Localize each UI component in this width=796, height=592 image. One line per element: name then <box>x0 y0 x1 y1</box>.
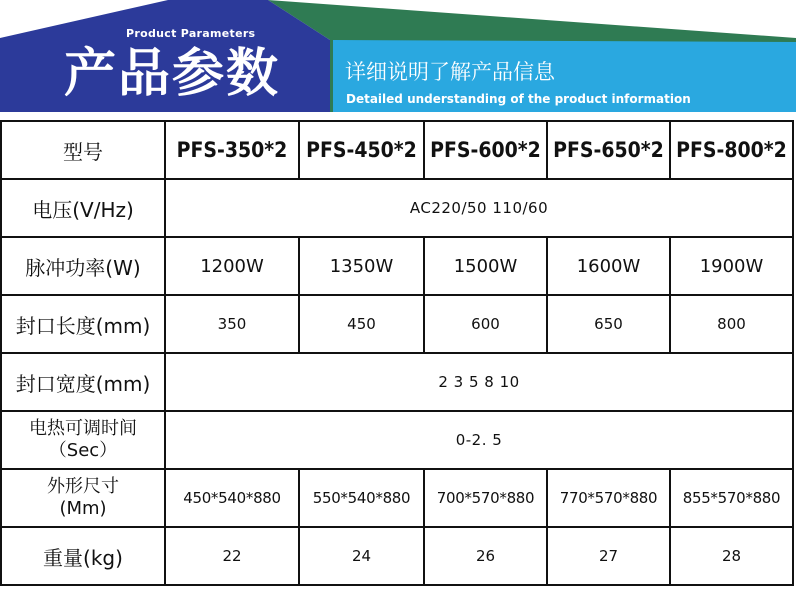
dimensions-cell: 855*570*880 <box>670 469 793 527</box>
label-dimensions <box>1 469 165 527</box>
seal-length-cell: 800 <box>670 295 793 353</box>
power-cell: 1350W <box>299 237 424 295</box>
power-cell: 1600W <box>547 237 670 295</box>
seal-length-cell: 350 <box>165 295 299 353</box>
model-cell: PFS-600*2 <box>424 121 547 179</box>
dimensions-cell: 700*570*880 <box>424 469 547 527</box>
model-cell: PFS-350*2 <box>165 121 299 179</box>
weight-cell: 22 <box>165 527 299 585</box>
dimensions-cell: 450*540*880 <box>165 469 299 527</box>
banner-big-title: 产品参数 <box>64 44 281 104</box>
label-seal-width: 封口宽度(mm) <box>1 353 165 411</box>
model-cell: PFS-450*2 <box>299 121 424 179</box>
label-heat-time-line2: （Sec） <box>48 440 118 461</box>
label-seal-length: 封口长度(mm) <box>1 295 165 353</box>
weight-cell: 27 <box>547 527 670 585</box>
label-heat-time <box>1 411 165 469</box>
seal-length-cell: 600 <box>424 295 547 353</box>
heat-time-value: 0-2. 5 <box>165 411 793 469</box>
spec-table <box>0 120 794 586</box>
label-weight: 重量(kg) <box>1 527 165 585</box>
power-cell: 1200W <box>165 237 299 295</box>
banner-subtitle-en: Detailed understanding of the product information <box>346 92 691 106</box>
table-row-weight <box>1 527 793 585</box>
weight-cell: 24 <box>299 527 424 585</box>
label-power: 脉冲功率(W) <box>1 237 165 295</box>
table-row-seal-length <box>1 295 793 353</box>
header-banner <box>0 0 796 112</box>
seal-width-value: 2 3 5 8 10 <box>165 353 793 411</box>
table-row-model <box>1 121 793 179</box>
dimensions-cell: 550*540*880 <box>299 469 424 527</box>
weight-cell: 28 <box>670 527 793 585</box>
model-cell: PFS-650*2 <box>547 121 670 179</box>
model-cell: PFS-800*2 <box>670 121 793 179</box>
voltage-value: AC220/50 110/60 <box>165 179 793 237</box>
power-cell: 1900W <box>670 237 793 295</box>
table-row-heat-time <box>1 411 793 469</box>
table-row-power <box>1 237 793 295</box>
banner-subtitle-cn: 详细说明了解产品信息 <box>345 60 555 84</box>
label-dimensions-line2: (Mm) <box>59 498 107 519</box>
dimensions-cell: 770*570*880 <box>547 469 670 527</box>
weight-cell: 26 <box>424 527 547 585</box>
banner-small-title: Product Parameters <box>126 27 256 40</box>
label-dimensions-line1: 外形尺寸 <box>47 476 119 497</box>
seal-length-cell: 450 <box>299 295 424 353</box>
table-row-dimensions <box>1 469 793 527</box>
table-row-voltage <box>1 179 793 237</box>
table-row-seal-width <box>1 353 793 411</box>
label-model: 型号 <box>1 121 165 179</box>
seal-length-cell: 650 <box>547 295 670 353</box>
power-cell: 1500W <box>424 237 547 295</box>
label-voltage: 电压(V/Hz) <box>1 179 165 237</box>
label-heat-time-line1: 电热可调时间 <box>29 418 137 439</box>
